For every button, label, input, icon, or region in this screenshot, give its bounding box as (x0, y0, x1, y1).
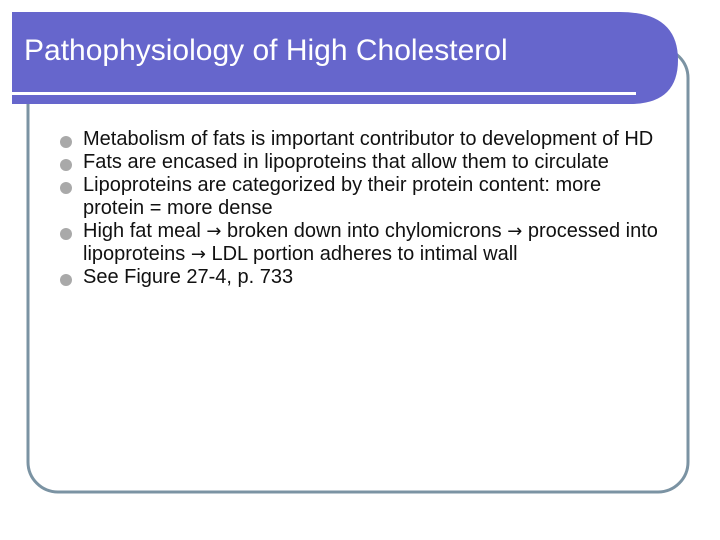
bullet-dot-icon (60, 228, 72, 240)
title-underline (12, 92, 636, 95)
bullet-text: broken down into chylomicrons (221, 220, 508, 242)
bullet-text: processed into lipoproteins (83, 220, 658, 265)
bullet-text: High fat meal (83, 220, 207, 242)
bullet-item (60, 174, 660, 220)
bullet-dot-icon (60, 159, 72, 171)
bullet-list (60, 128, 660, 289)
bullet-dot-icon (60, 182, 72, 194)
bullet-item (60, 266, 660, 289)
bullet-text: Lipoproteins are categorized by their protein content: more protein = more dense (83, 174, 602, 219)
bullet-text: Fats are encased in lipoproteins that allow them to circulate (83, 151, 609, 173)
bullet-dot-icon (60, 136, 72, 148)
arrow-right-icon: → (507, 221, 523, 242)
bullet-text: Metabolism of fats is important contributor to development of HD (83, 128, 654, 150)
bullet-item (60, 128, 660, 151)
arrow-right-icon: → (206, 221, 222, 242)
arrow-right-icon: → (190, 244, 206, 265)
bullet-text: LDL portion adheres to intimal wall (205, 243, 518, 265)
bullet-item (60, 220, 660, 266)
bullet-dot-icon (60, 274, 72, 286)
bullet-text: See Figure 27-4, p. 733 (83, 266, 294, 288)
slide-title: Pathophysiology of High Cholesterol (24, 34, 508, 67)
bullet-item (60, 151, 660, 174)
